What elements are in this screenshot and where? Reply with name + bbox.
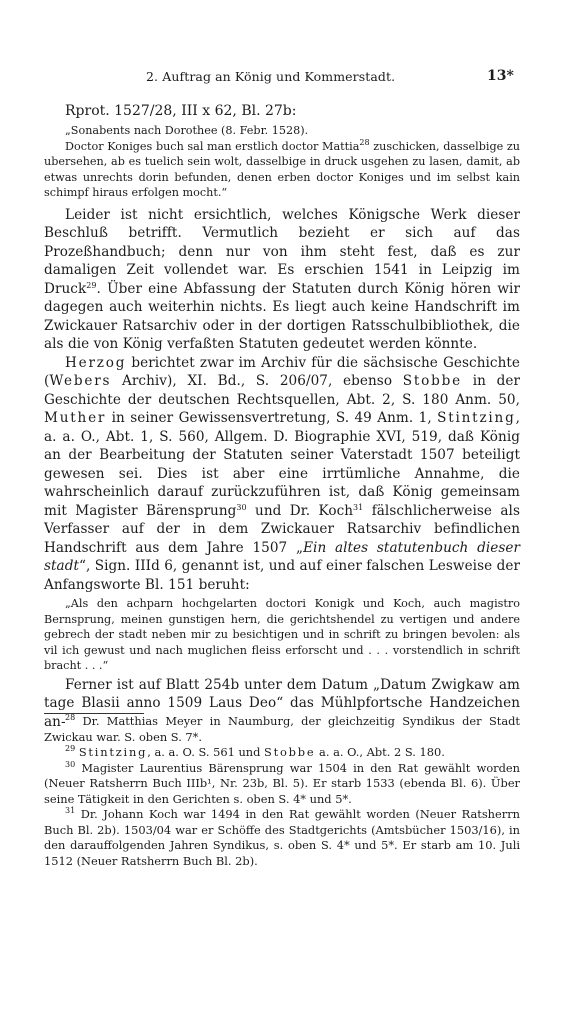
paragraph-text: , a. a. O., Abt. 1, S. 560, Allgem. D. Biographie XVI, 519, daß König an der Bearbeitung der Statuten seiner Vaterstadt 1507 beteiligt gewesen sei. Dies ist aber eine irrtümliche Annahme, die wahrscheinlich darauf zurückzuführen ist, daß König gemeinsam mit Magister Bärensprung xyxy=(44,410,520,519)
paragraph-1 xyxy=(44,206,520,354)
author-name: Webers xyxy=(49,373,112,389)
author-name: Stobbe xyxy=(402,373,462,389)
footnote-text: , a. a. O. S. 561 und xyxy=(147,745,265,759)
author-name: Stintzing xyxy=(78,745,148,759)
footnote-29 xyxy=(44,745,520,761)
footnote-number: 31 xyxy=(65,806,76,815)
paragraph-text: berichtet zwar im Archiv für die sächsische Geschichte ( xyxy=(44,354,520,389)
footnote-text: Dr. Johann Koch war 1494 in den Rat gewählt worden (Neuer Ratsherrn Buch Bl. 2b). 1503/04 war er Schöffe des Stadtgerichts (Amtsbücher 1503/16), in den darauffolgenden Jahren Syndikus, s. oben S. 4* und 5*. Er starb am 10. Juli 1512 (Neuer Ratsherrn Buch Bl. 2b). xyxy=(44,807,520,868)
quote-block-2: „Als den achparn hochgelarten doctori Konigk und Koch, auch magistro Bernsprung, meinen gunstigen hern, die gerichtshendel zu vertigen und andere gebrech der stadt neben mir zu besichtigen und in schrift zu bringen bevolen: als vil ich gewust und nach muglichen fleiss erforscht und . . . vorstendlich in schrift bracht . . .“ xyxy=(44,597,520,672)
paragraph-text: Leider ist nicht ersichtlich, welches Königsche Werk dieser Beschluß betrifft. Vermutlich bezieht er sich auf das Prozeßhandbuch; denn nur von ihm steht fest, daß es zur damaligen Zeit vollendet war. Es erschien 1541 in Leipzig im Druck xyxy=(44,206,520,297)
source-reference: Rprot. 1527/28, III x 62, Bl. 27b: xyxy=(65,103,297,119)
paragraph-2 xyxy=(44,354,520,595)
paragraph-3: Ferner ist auf Blatt 254b unter dem Datum „Datum Zwigkaw am tage Blasii anno 1509 Laus Deo“ das Mühlpfortsche Handzeichen an- xyxy=(44,676,520,730)
author-name: Muther xyxy=(44,410,107,426)
footnote-28 xyxy=(44,714,520,745)
running-title: 2. Auftrag an König und Kommerstadt. xyxy=(146,69,396,84)
footnote-31 xyxy=(44,807,520,869)
author-name: Stintzing xyxy=(437,410,516,426)
footnote-30 xyxy=(44,761,520,808)
footnote-text: Magister Laurentius Bärensprung war 1504 in den Rat gewählt worden (Neuer Ratsherrn Buch IIIb¹, Nr. 23b, Bl. 5). Er starb 1533 (ebenda Bl. 6). Über seine Tätigkeit in den Gerichten s. oben S. 4* und 5*. xyxy=(44,760,520,806)
footnote-ref: 28 xyxy=(359,137,370,147)
footnote-ref: 30 xyxy=(236,502,247,512)
manuscript-title: Ein altes statutenbuch dieser stadt xyxy=(44,539,520,574)
paragraph-text: in seiner Gewissensvertretung, S. 49 Anm. 1, xyxy=(106,410,438,426)
page-number: 13* xyxy=(487,68,514,84)
author-name: Stobbe xyxy=(264,745,316,759)
page-header xyxy=(0,69,562,89)
paragraph-text: “, Sign. IIId 6, genannt ist, und auf einer falschen Lesweise der Anfangsworte Bl. 151 beruht: xyxy=(44,558,520,593)
quote-date-line: „Sonabents nach Dorothee (8. Febr. 1528). xyxy=(65,124,309,137)
paragraph-text: fälschlicherweise als Verfasser auf der in dem Zwickauer Ratsarchiv befindlichen Handschrift aus dem Jahre 1507 „ xyxy=(44,502,520,556)
paragraph-text: in der Geschichte der deutschen Rechtsquellen, Abt. 2, S. 180 Anm. 50, xyxy=(44,373,520,408)
footnote-text: Dr. Matthias Meyer in Naumburg, der gleichzeitig Syndikus der Stadt Zwickau war. S. oben S. 7*. xyxy=(44,714,520,744)
footnote-number: 30 xyxy=(65,759,76,769)
footnote-ref: 29 xyxy=(86,280,97,290)
quote-block-1 xyxy=(44,139,520,201)
footnote-number: 28 xyxy=(65,713,76,722)
paragraph-text: Archiv), XI. Bd., S. 206/07, ebenso xyxy=(111,373,403,389)
paragraph-text: . Über eine Abfassung der Statuten durch König hören wir dagegen auch weiterhin nichts. Es liegt auch keine Handschrift im Zwickauer Ratsarchiv oder in der dortigen Ratsschulbibliothek, die als die von König verfaßten Statuten gedeutet werden könnte. xyxy=(44,280,520,352)
footnote-ref: 31 xyxy=(353,502,364,512)
author-name: Herzog xyxy=(65,354,127,371)
quote-text: zuschicken, dasselbige zu ubersehen, ab es tuelich sein wolt, dasselbige in druck usgehen zu lasen, damit, ab etwas unrechts dorin befunden, denen erben doctor Koniges und im selbst kain schimpf hiraus erfolgen mocht.“ xyxy=(44,139,520,199)
main-text xyxy=(44,102,520,731)
quote-text: Doctor Koniges buch sal man erstlich doctor Mattia xyxy=(65,139,360,153)
footnote-number: 29 xyxy=(65,744,76,753)
footnote-text: a. a. O., Abt. 2 S. 180. xyxy=(315,745,445,759)
footnotes xyxy=(44,714,520,869)
paragraph-text: und Dr. Koch xyxy=(246,502,354,519)
